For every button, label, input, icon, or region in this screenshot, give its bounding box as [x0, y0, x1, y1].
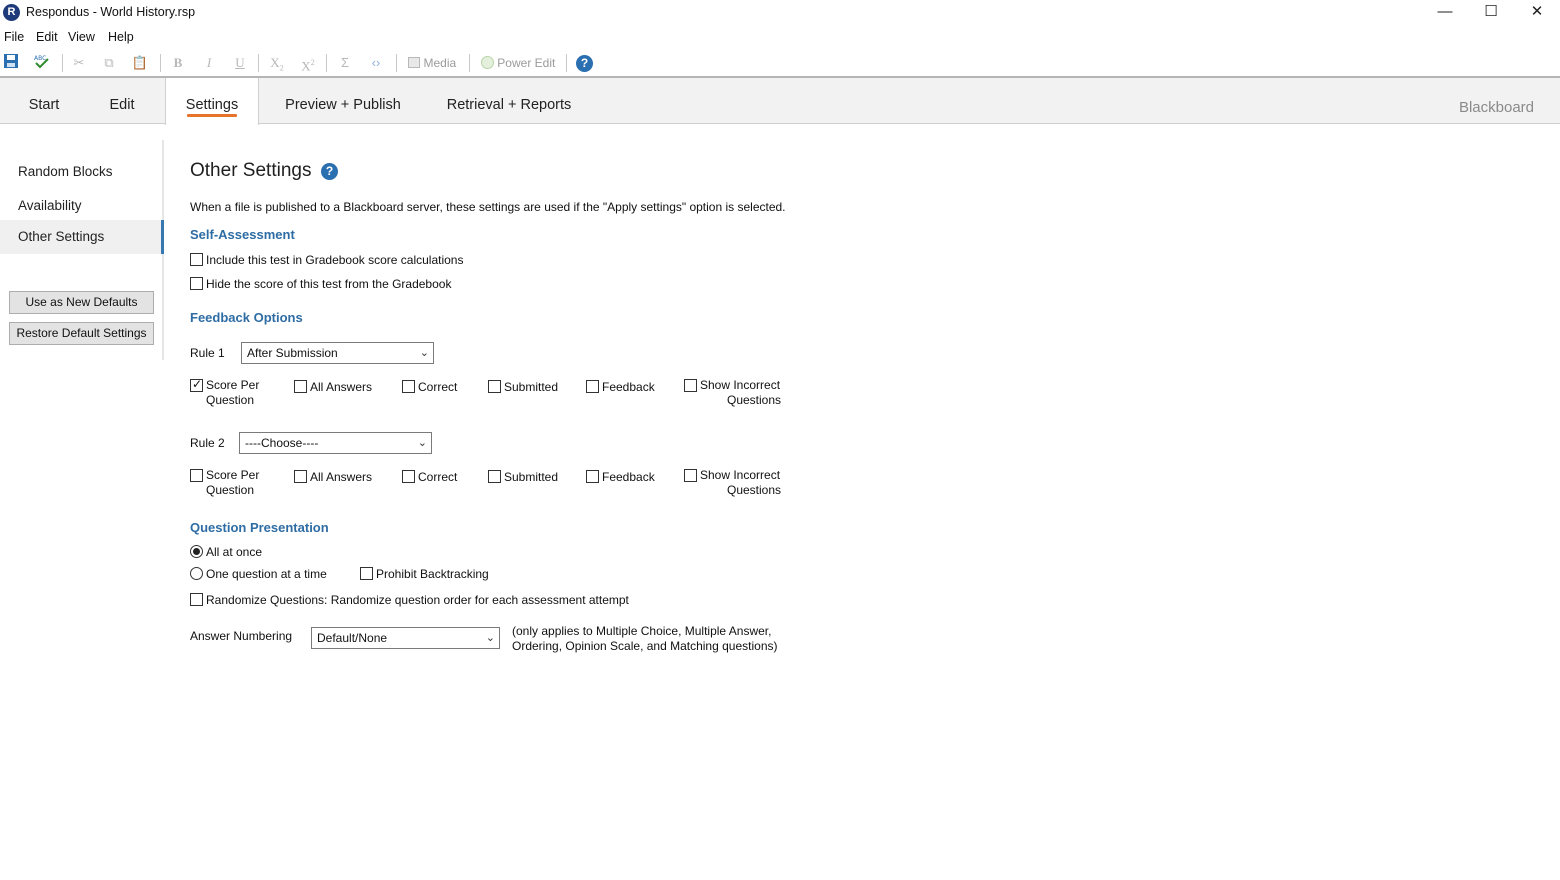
- section-feedback-options: Feedback Options: [190, 310, 303, 325]
- rule2-score-per-question-label: [206, 468, 259, 498]
- rule1-score-per-question-label: [206, 378, 259, 408]
- rule2-all-answers-checkbox[interactable]: [294, 470, 307, 483]
- chevron-down-icon: ⌄: [485, 632, 495, 644]
- toolbar-separator: [469, 54, 470, 72]
- label-line: Question: [206, 393, 255, 407]
- randomize-questions-label: Randomize Questions: Randomize question order for each assessment attempt: [206, 593, 629, 607]
- rule1-correct-checkbox[interactable]: [402, 380, 415, 393]
- menu-bar: [0, 28, 1560, 48]
- rule2-show-incorrect-checkbox[interactable]: [684, 469, 697, 482]
- underline-icon[interactable]: U: [235, 55, 245, 70]
- maximize-button[interactable]: ☐: [1484, 3, 1498, 20]
- rule2-label: Rule 2: [190, 436, 225, 450]
- tab-preview-publish[interactable]: Preview + Publish: [285, 97, 401, 113]
- paste-icon[interactable]: 📋: [131, 55, 149, 70]
- sidebar-item-random-blocks[interactable]: Random Blocks: [18, 164, 113, 179]
- power-edit-icon: [481, 56, 494, 69]
- rule2-show-incorrect-label: [700, 468, 781, 498]
- label-line: Score Per: [206, 468, 260, 482]
- page-title: Other Settings: [190, 160, 312, 181]
- settings-sidebar: [0, 140, 164, 360]
- menu-file[interactable]: File: [4, 30, 25, 44]
- all-at-once-radio[interactable]: [190, 545, 203, 558]
- lms-name: Blackboard: [1458, 99, 1534, 116]
- menu-edit[interactable]: Edit: [36, 30, 58, 44]
- prohibit-backtracking-label: Prohibit Backtracking: [376, 567, 489, 581]
- include-gradebook-checkbox[interactable]: [190, 253, 203, 266]
- rule2-feedback-checkbox[interactable]: [586, 470, 599, 483]
- rule2-score-per-question-checkbox[interactable]: [190, 469, 203, 482]
- tab-settings-label: Settings: [185, 97, 239, 113]
- rule1-feedback-checkbox[interactable]: [586, 380, 599, 393]
- all-at-once-label: All at once: [206, 545, 263, 559]
- rule1-show-incorrect-checkbox[interactable]: [684, 379, 697, 392]
- minimize-button[interactable]: —: [1437, 3, 1453, 20]
- one-at-a-time-label: One question at a time: [206, 567, 327, 581]
- tab-edit[interactable]: Edit: [109, 97, 135, 113]
- rule1-show-incorrect-label: [700, 378, 781, 408]
- italic-icon[interactable]: I: [206, 55, 212, 70]
- one-at-a-time-radio[interactable]: [190, 567, 203, 580]
- label-line: Show Incorrect: [700, 468, 781, 482]
- media-button[interactable]: [404, 53, 460, 73]
- rule2-all-answers-label: All Answers: [310, 470, 373, 484]
- label-line: Question: [206, 483, 255, 497]
- close-button[interactable]: ✕: [1530, 3, 1544, 20]
- sidebar-item-other-settings[interactable]: Other Settings: [0, 220, 164, 254]
- toolbar-separator: [326, 54, 327, 72]
- label-line: Questions: [727, 393, 782, 407]
- rule1-select-value: After Submission: [247, 346, 338, 360]
- note-line: (only applies to Multiple Choice, Multiple Answer,: [512, 624, 772, 638]
- media-icon: [408, 57, 420, 68]
- rule2-submitted-label: Submitted: [504, 470, 559, 484]
- superscript-icon[interactable]: $X^2$: [301, 58, 315, 74]
- section-question-presentation: Question Presentation: [190, 520, 329, 535]
- rule1-all-answers-checkbox[interactable]: [294, 380, 307, 393]
- include-gradebook-label: Include this test in Gradebook score calculations: [206, 253, 464, 267]
- spell-check-icon[interactable]: [32, 53, 52, 73]
- power-edit-button[interactable]: [478, 53, 558, 73]
- rule2-submitted-checkbox[interactable]: [488, 470, 501, 483]
- app-icon: R: [3, 4, 20, 21]
- toolbar: [0, 50, 1560, 76]
- rule1-score-per-question-checkbox[interactable]: [190, 379, 203, 392]
- menu-view[interactable]: View: [68, 30, 95, 44]
- rule1-label: Rule 1: [190, 346, 225, 360]
- rule1-feedback-label: Feedback: [602, 380, 655, 394]
- save-icon[interactable]: [2, 53, 20, 73]
- randomize-questions-checkbox[interactable]: [190, 593, 203, 606]
- help-icon[interactable]: ?: [321, 163, 338, 180]
- rule2-correct-label: Correct: [418, 470, 458, 484]
- answer-numbering-value: Default/None: [317, 631, 388, 645]
- tab-start[interactable]: Start: [28, 97, 60, 113]
- menu-help[interactable]: Help: [108, 30, 134, 44]
- answer-numbering-note: [512, 624, 777, 654]
- subscript-icon[interactable]: $X_2$: [270, 55, 284, 73]
- bold-icon[interactable]: B: [173, 55, 183, 70]
- tab-bar: [0, 78, 1560, 124]
- toolbar-separator: [566, 54, 567, 72]
- label-line: Questions: [727, 483, 782, 497]
- answer-numbering-select[interactable]: [311, 627, 500, 649]
- tab-retrieval-reports[interactable]: Retrieval + Reports: [446, 97, 572, 113]
- rule1-correct-label: Correct: [418, 380, 458, 394]
- power-edit-label: Power Edit: [497, 56, 556, 70]
- active-tab-indicator: [187, 114, 237, 117]
- rule2-select[interactable]: [239, 432, 432, 454]
- section-self-assessment: Self-Assessment: [190, 227, 295, 242]
- note-line: Ordering, Opinion Scale, and Matching questions): [512, 639, 778, 653]
- svg-text:ABC: ABC: [34, 55, 47, 62]
- rule1-select[interactable]: [241, 342, 434, 364]
- label-line: Show Incorrect: [700, 378, 781, 392]
- rule1-all-answers-label: All Answers: [310, 380, 373, 394]
- help-icon[interactable]: ?: [576, 55, 593, 72]
- rule1-submitted-label: Submitted: [504, 380, 559, 394]
- sidebar-item-availability[interactable]: Availability: [18, 198, 82, 213]
- prohibit-backtracking-checkbox[interactable]: [360, 567, 373, 580]
- hide-score-label: Hide the score of this test from the Gradebook: [206, 277, 452, 291]
- media-label: Media: [423, 56, 457, 70]
- window-title: Respondus - World History.rsp: [26, 5, 196, 19]
- toolbar-separator: [396, 54, 397, 72]
- toolbar-separator: [160, 54, 161, 72]
- toolbar-separator: [258, 54, 259, 72]
- restore-default-settings-button[interactable]: Restore Default Settings: [9, 322, 154, 345]
- chevron-down-icon: ⌄: [417, 437, 427, 449]
- html-code-icon[interactable]: ‹›: [371, 55, 381, 70]
- label-line: Score Per: [206, 378, 260, 392]
- rule2-select-value: ----Choose----: [245, 436, 319, 450]
- copy-icon[interactable]: ⧉: [104, 55, 114, 70]
- cut-icon[interactable]: ✂: [73, 55, 85, 70]
- toolbar-separator: [62, 54, 63, 72]
- tab-settings[interactable]: [165, 78, 259, 125]
- title-bar: [0, 0, 1560, 26]
- rule2-correct-checkbox[interactable]: [402, 470, 415, 483]
- settings-description: When a file is published to a Blackboard server, these settings are used if the "Apply settings" option is selected.: [190, 200, 786, 214]
- answer-numbering-label: Answer Numbering: [190, 629, 293, 643]
- equation-icon[interactable]: Σ: [340, 55, 350, 70]
- use-as-new-defaults-button[interactable]: Use as New Defaults: [9, 291, 154, 314]
- hide-score-checkbox[interactable]: [190, 277, 203, 290]
- rule1-submitted-checkbox[interactable]: [488, 380, 501, 393]
- chevron-down-icon: ⌄: [419, 347, 429, 359]
- rule2-feedback-label: Feedback: [602, 470, 655, 484]
